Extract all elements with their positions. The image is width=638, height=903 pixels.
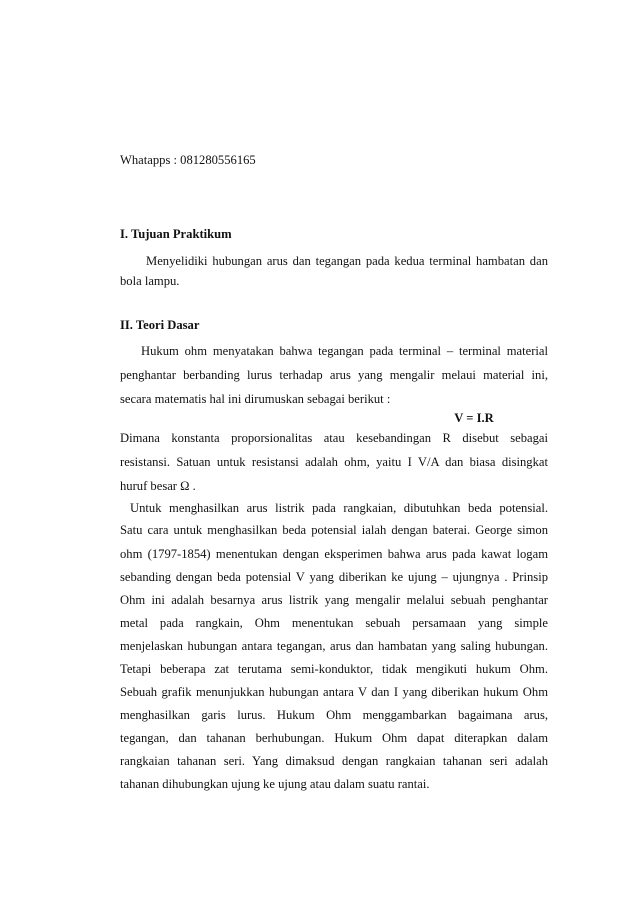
section-1-text-line: bola lampu. [120, 274, 180, 288]
paragraph-line: metal pada rangkain, Ohm menentukan sebuah persamaan yang simple [120, 616, 548, 630]
paragraph-line: resistansi. Satuan untuk resistansi adalah ohm, yaitu I V/A dan biasa disingkat [120, 455, 548, 469]
paragraph-line: Dimana konstanta proporsionalitas atau kesebandingan R disebut sebagai [120, 431, 548, 445]
paragraph-line: Ohm ini adalah besarnya arus listrik yang mengalir melalui sebuah penghantar [120, 593, 548, 607]
paragraph-line: Sebuah grafik menunjukkan hubungan antara V dan I yang diberikan hukum Ohm [120, 685, 548, 699]
paragraph-line: Satu cara untuk menghasilkan beda potensial ialah dengan baterai. George simon [120, 523, 548, 537]
section-1-text-line: Menyelidiki hubungan arus dan tegangan pada kedua terminal hambatan dan [146, 254, 548, 268]
paragraph-line: rangkaian tahanan seri. Yang dimaksud dengan rangkaian tahanan seri adalah [120, 754, 548, 768]
paragraph-line: ohm (1797-1854) menentukan dengan eksperimen bahwa arus pada kawat logam [120, 547, 548, 561]
paragraph-line: tahanan dihubungkan ujung ke ujung atau dalam suatu rantai. [120, 777, 430, 791]
paragraph-line: sebanding dengan beda potensial V yang diberikan ke ujung – ujungnya . Prinsip [120, 570, 548, 584]
ohm-formula: V = I.R [454, 411, 494, 425]
paragraph-line: menjelaskan hubungan antara tegangan, arus dan hambatan yang saling hubungan. [120, 639, 548, 653]
paragraph-line: menghasilkan garis lurus. Hukum Ohm menggambarkan bagaimana arus, [120, 708, 548, 722]
paragraph-line: Untuk menghasilkan arus listrik pada rangkaian, dibutuhkan beda potensial. [130, 501, 548, 515]
paragraph-line: tegangan, dan tahanan berhubungan. Hukum Ohm dapat diterapkan dalam [120, 731, 548, 745]
paragraph-line: Tetapi beberapa zat terutama semi-konduktor, tidak mengikuti hukum Ohm. [120, 662, 548, 676]
paragraph-line: secara matematis hal ini dirumuskan sebagai berikut : [120, 392, 391, 406]
paragraph-line: huruf besar Ω . [120, 479, 196, 493]
section-2-heading: II. Teori Dasar [120, 318, 200, 332]
paragraph-line: Hukum ohm menyatakan bahwa tegangan pada terminal – terminal material [141, 344, 548, 358]
contact-line: Whatapps : 081280556165 [120, 153, 256, 167]
paragraph-line: penghantar berbanding lurus terhadap arus yang mengalir melaui material ini, [120, 368, 548, 382]
section-1-heading: I. Tujuan Praktikum [120, 227, 232, 241]
